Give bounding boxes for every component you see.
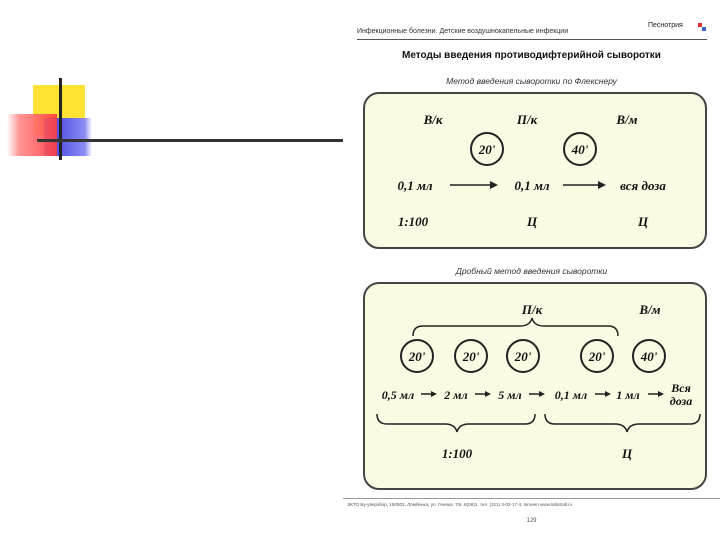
dilution-label: Ц (637, 214, 649, 229)
arrow-head (598, 181, 606, 189)
arrow-head (658, 391, 664, 397)
dose-label: 0,5 мл (381, 388, 415, 402)
besredka-panel (363, 92, 707, 249)
interval-circle (581, 340, 613, 372)
interval-label: 40' (571, 142, 589, 157)
besredka-diagram (365, 94, 705, 247)
scanned-page (343, 0, 720, 540)
besredka-caption: Метод введения сыворотки по Флекснеру (446, 76, 617, 86)
bottom-brace-left (377, 414, 535, 432)
interval-circle (471, 133, 503, 165)
interval-label: 40' (640, 349, 658, 364)
route-pk: П/к (521, 302, 543, 317)
page-header: Инфекционные болезни. Детские воздушнокапельные инфекции (357, 28, 569, 35)
route-vk: В/к (423, 112, 443, 127)
deco-horizontal-line (37, 139, 343, 142)
dose-label: 0,1 мл (397, 178, 433, 193)
interval-circle (507, 340, 539, 372)
dilution-label: 1:100 (397, 214, 429, 229)
deco-red-square (7, 114, 57, 156)
arrow-head (539, 391, 545, 397)
dilution-label: Ц (621, 446, 633, 461)
dilution-label: Ц (526, 214, 538, 229)
publisher-name: Песнотрия (648, 22, 683, 29)
interval-circle (401, 340, 433, 372)
fractional-diagram (365, 284, 705, 488)
interval-circle (564, 133, 596, 165)
fractional-caption: Дробный метод введения сыворотки (455, 266, 608, 276)
interval-label: 20' (514, 349, 532, 364)
publisher-logo-icon (698, 23, 706, 31)
route-pk: П/к (516, 112, 538, 127)
page-title: Методы введения противодифтерийной сыворотки (402, 50, 661, 61)
arrow-head (605, 391, 611, 397)
interval-label: 20' (478, 142, 496, 157)
interval-label: 20' (462, 349, 480, 364)
header-rule (357, 39, 707, 40)
arrow-head (431, 391, 437, 397)
bottom-brace-right (545, 414, 700, 432)
route-vm: В/м (639, 302, 661, 317)
interval-circle (633, 340, 665, 372)
footer-rule (343, 498, 720, 499)
route-vm: В/м (616, 112, 638, 127)
dose-label: 0,1 мл (514, 178, 550, 193)
final-dose-line1: Вся (671, 381, 691, 395)
dose-label: 0,1 мл (554, 388, 588, 402)
fractional-panel (363, 282, 707, 490)
deco-vertical-line (59, 78, 62, 160)
dose-label: вся доза (620, 178, 666, 193)
dose-label: 2 мл (444, 388, 468, 402)
arrow-head (485, 391, 491, 397)
interval-label: 20' (588, 349, 606, 364)
final-dose-line2: доза (669, 394, 693, 408)
arrow-head (490, 181, 498, 189)
interval-circle (455, 340, 487, 372)
dose-label: 5 мл (498, 388, 522, 402)
dilution-label: 1:100 (441, 446, 473, 461)
top-brace (413, 318, 618, 336)
page-footer: ЭКТО Бу-уверзбор, 150003, Ломбенка, ул. Геняка, 7/6, 8(09)1, тел. (311) 3-02-17-4, Ismeen www.labstrall.ru (347, 502, 573, 507)
interval-label: 20' (408, 349, 426, 364)
dose-label: 1 мл (616, 388, 640, 402)
page-number: 129 (526, 518, 537, 524)
